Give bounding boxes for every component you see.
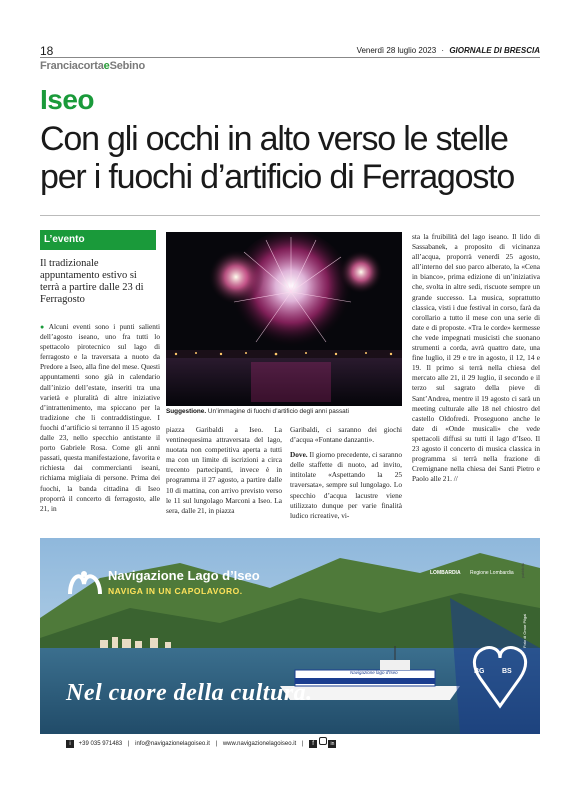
- info-icon: i: [66, 740, 74, 748]
- event-box-title: L’evento: [40, 230, 156, 250]
- fireworks-photo: [166, 232, 402, 406]
- ad-email[interactable]: info@navigazionelagoiseo.it: [135, 741, 210, 747]
- bullet-icon: ●: [40, 323, 47, 331]
- boat-name: Navigazione lago d'Iseo: [350, 670, 398, 675]
- heart-label-left: BG: [474, 668, 485, 675]
- divider: [40, 215, 540, 216]
- date: Venerdì 28 luglio 2023: [356, 46, 437, 55]
- photo-caption: Suggestione. Un’immagine di fuochi d’artificio degli anni passati: [166, 408, 349, 415]
- ad-phone: +39 035 971483: [78, 741, 123, 747]
- ad-brand: Navigazione Lago d’Iseo: [108, 568, 260, 583]
- article-column-1: ● Alcuni eventi sono i punti salienti dell’agosto iseano, uno fra tutti lo spettacolo pirotecnico sul lago di ferragosto e la traversata a nuoto da Predore a Iseo, alla fine del mese. Questi appuntamenti sono già in calendario dall’inizio dell’estate, inseriti tra una varietà e pluralità di altre iniziative d’intrattenimento, ma spiccano per la tradizione che li contraddistingue. I fuochi d’artificio si terranno il 15 agosto dalle 23, nello specchio antistante il porto Gabriele Rosa. Come gli anni passati, questa manifestazione, favorita e richiesta dai commercianti iseani, richiama migliaia di persone. Prima dei fuochi, la banda cittadina di Iseo proporrà il concerto di ferragosto, alle 21, in: [40, 322, 160, 513]
- event-box: [40, 230, 156, 306]
- article-kicker: Iseo: [40, 84, 95, 115]
- ad-tagline: NAVIGA IN UN CAPOLAVORO.: [108, 586, 243, 596]
- page-date-header: [357, 46, 540, 55]
- separator: ·: [441, 46, 445, 55]
- sponsor-lombardia: LOMBARDIA: [430, 570, 461, 576]
- linkedin-icon[interactable]: in: [328, 740, 336, 748]
- facebook-icon[interactable]: f: [309, 740, 317, 748]
- instagram-icon[interactable]: [319, 737, 327, 745]
- ad-website[interactable]: www.navigazionelagoiseo.it: [222, 741, 297, 747]
- header-rule: [40, 57, 540, 58]
- ad-contact-bar: i +39 035 971483 | info@navigazionelagoiseo.it | www.navigazionelagoiseo.it | f in: [66, 737, 336, 748]
- article-headline: Con gli occhi in alto verso le stelle per i fuochi d’artificio di Ferragosto: [40, 120, 515, 196]
- advertisement: [40, 538, 540, 750]
- navigazione-logo-icon: [68, 566, 102, 596]
- article-column-4: sta la fruibilità del lago iseano. Il lido di Sassabanek, a proposito di vicinanza all’acqua, proporrà venerdì 25 agosto, all’interno del suo parco alberato, la «Cena in bianco», prima edizione di un’iniziativa che, svolta in altre sedi, riscuote sempre un grande successo. La musica, soprattutto classica, visti i due festival in corso, farà da corollario a tutto il mese con una serie di date e di proposte. «Tra le corde» kermesse che vede impegnati musicisti che suonano strumenti a corda, avrà quattro date, una fine luglio, il 29 e tre in agosto, il 12, 14 e 19. Il primo si terrà nella chiesa del mercato alle 21, il 29 luglio, il secondo e il terzo sul sagrato della pieve di Sant’Andrea, mentre il 19 agosto ci sarà un meeting culturale alle 18 nel chiostro del castello Oldofredi. Proseguono anche le date di «Onde musicali» che vede spettacoli diffusi su tutti il lago d’Iseo. Il 23 agosto il concerto di musica classica in programma si terrà nella frazione di Cremignane nella chiesa dei Santi Pietro e Paolo alle 21. //: [412, 232, 540, 484]
- sponsor-regione: Regione Lombardia: [470, 570, 514, 576]
- photo-credit: Foto di Omar Pilgai: [522, 613, 527, 648]
- subhead-dove: Dove.: [290, 450, 308, 460]
- heart-label-right: BS: [502, 668, 512, 675]
- page-number: 18: [40, 44, 54, 58]
- ad-side-note: pubblicità: [521, 563, 525, 578]
- section-label: FranciacortaeSebino: [40, 60, 146, 72]
- article-column-3: Garibaldi, ci saranno dei giochi d’acqua «Fontane danzanti». Dove. Il giorno precedente, ci saranno delle staffette di nuoto, ad invito, intitolate «Aspettando la 25 traversata», sempre sul lungolago. Lo specchio d’acqua lacustre viene utilizzato dunque per varie finalità ludico ricreative, vi-: [290, 425, 402, 520]
- event-box-subtitle: Il tradizionale appuntamento estivo si terrà a partire dalle 23 di Ferragosto: [40, 258, 144, 305]
- article-column-2: piazza Garibaldi a Iseo. La ventinequesima attraversata del lago, nuotata non competitiva aperta a tutti ma con un limite di iscrizioni a circa trecento partecipanti, invece è in programma il 27 agosto, a partire dalle 10 di mattina, con arrivo previsto verso le 11 sul lungolago Marconi a Iseo. La sera, dalle 21, in piazza: [166, 425, 282, 515]
- ad-slogan: Nel cuore della cultura.: [66, 680, 313, 706]
- newspaper-name: GIORNALE DI BRESCIA: [449, 46, 540, 55]
